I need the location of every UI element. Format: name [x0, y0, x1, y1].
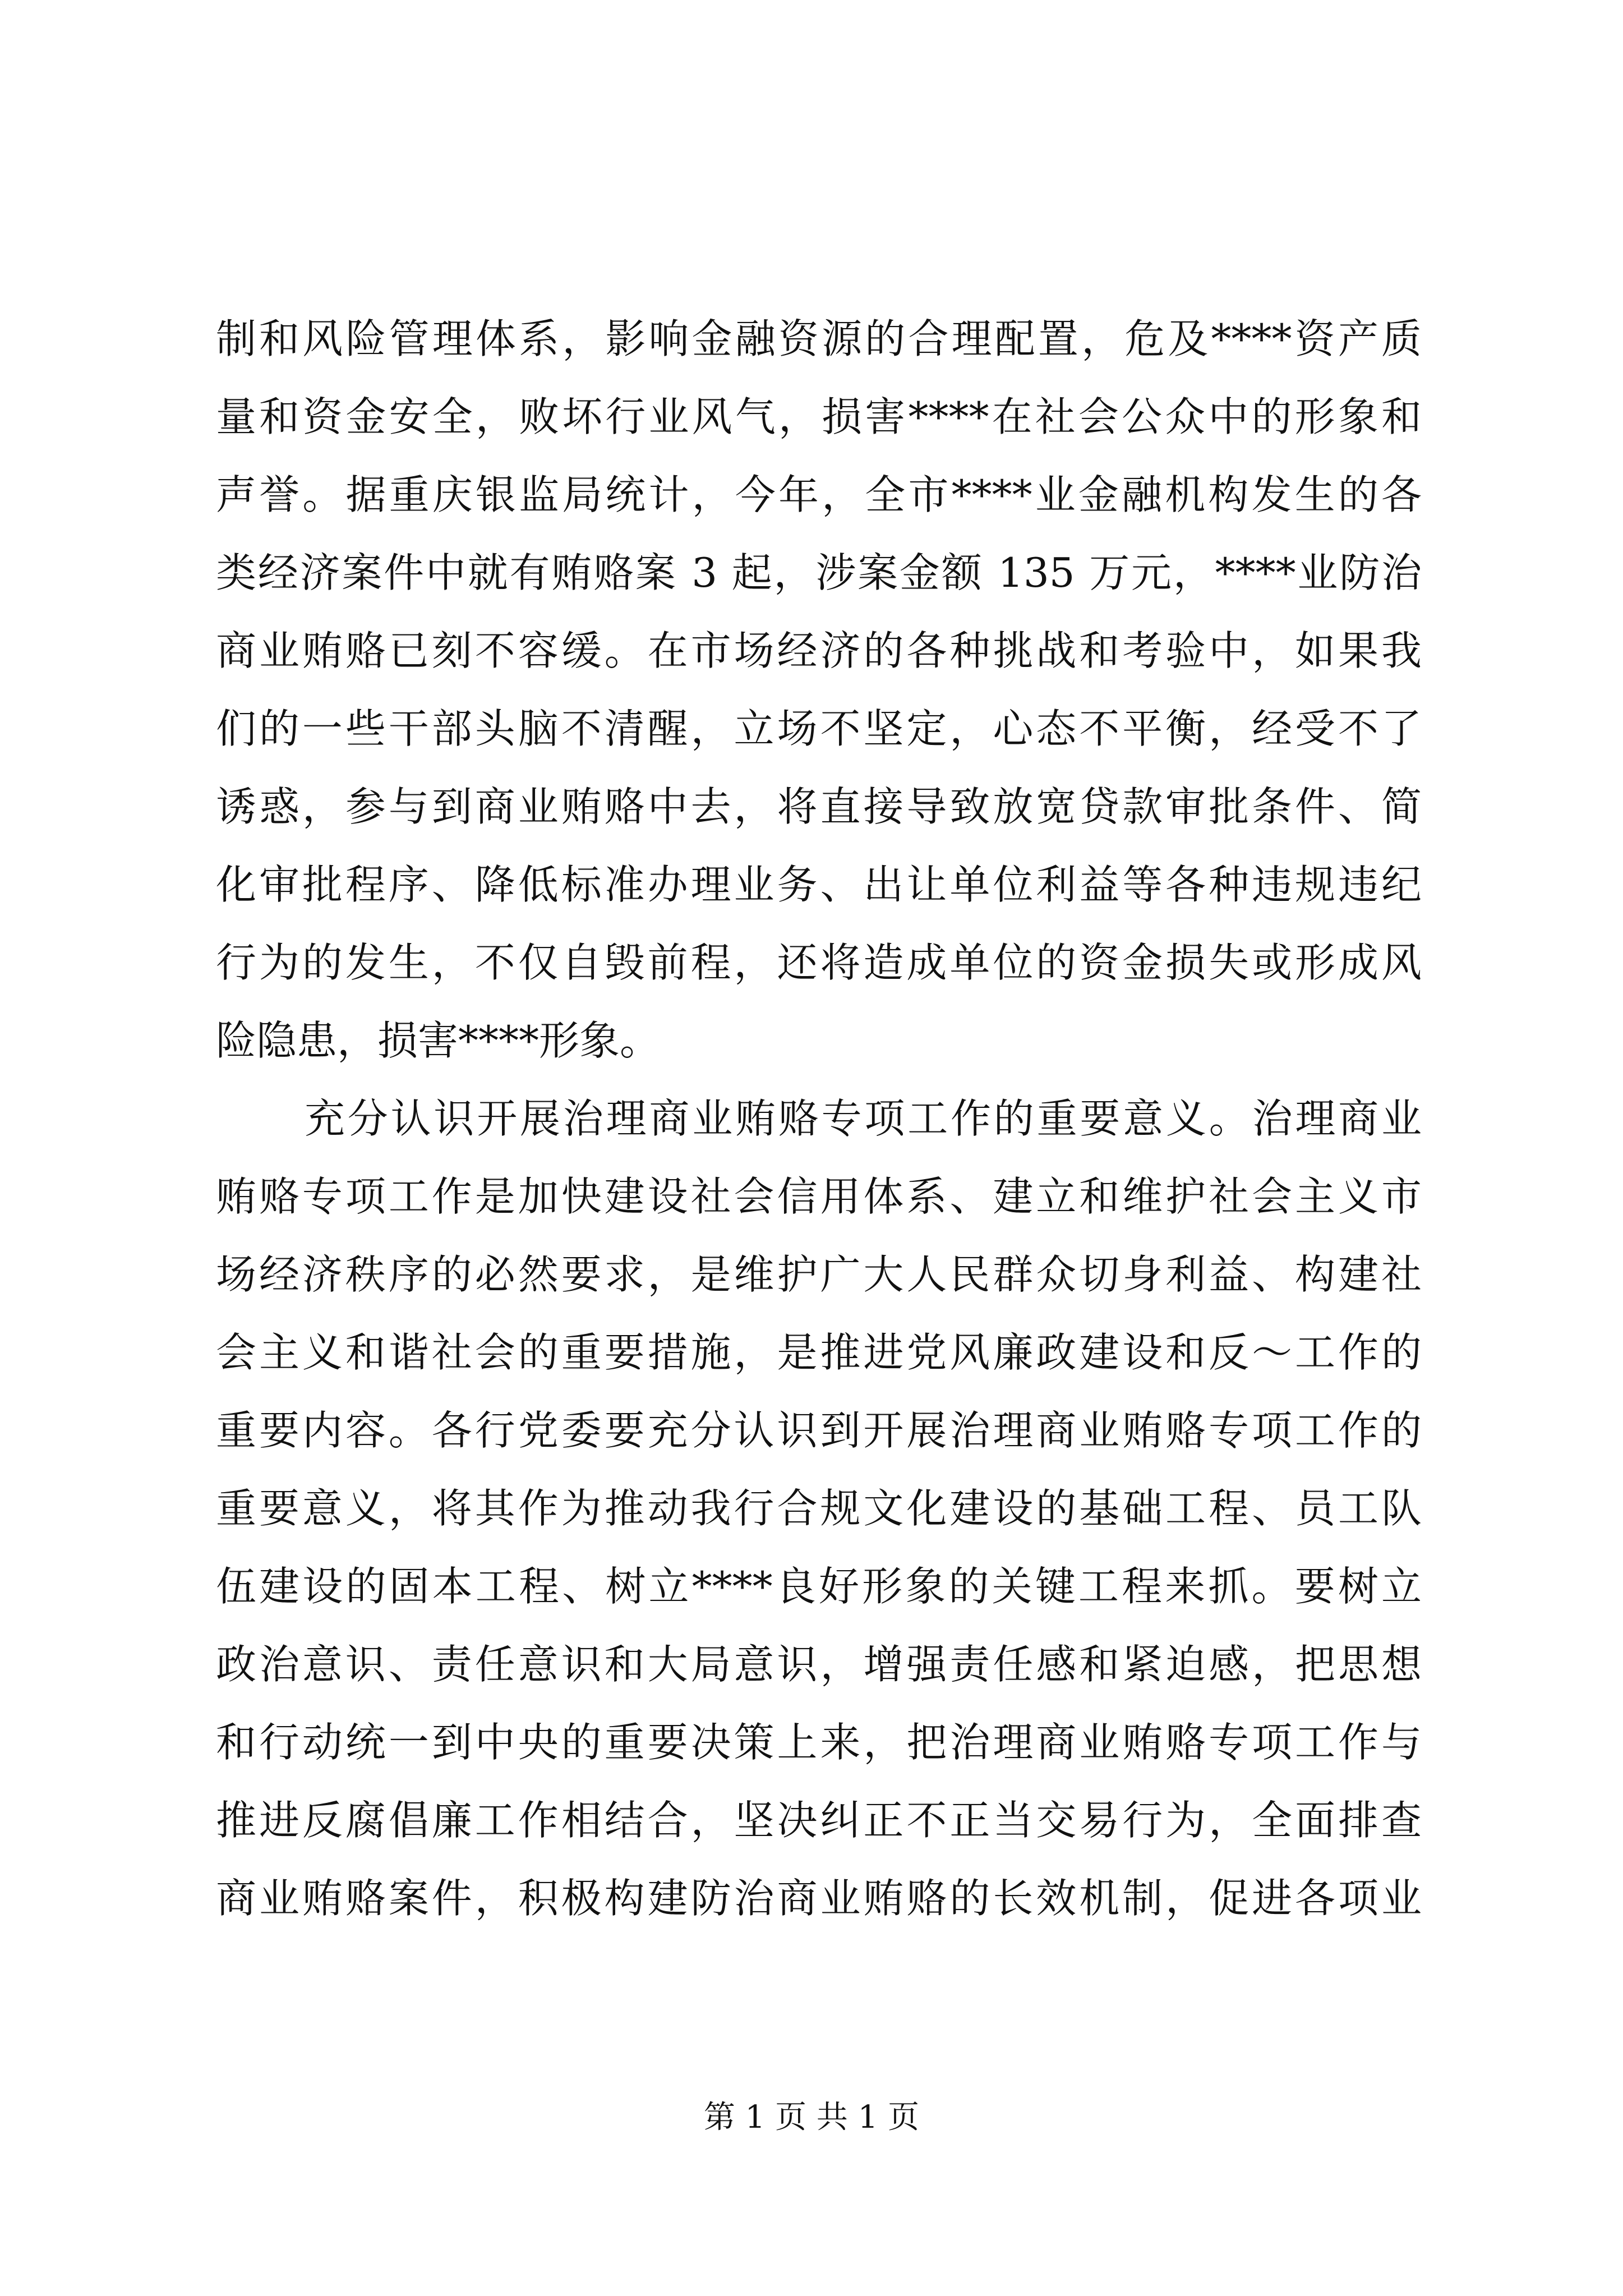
paragraph-line: 量和资金安全，败坏行业风气，损害****在社会公众中的形象和	[216, 393, 1422, 440]
document-body	[216, 300, 1422, 1938]
paragraph-line: 行为的发生，不仅自毁前程，还将造成单位的资金损失或形成风	[216, 939, 1422, 986]
paragraph-line: 和行动统一到中央的重要决策上来，把治理商业贿赂专项工作与	[216, 1719, 1422, 1766]
paragraph-line: 制和风险管理体系，影响金融资源的合理配置，危及****资产质	[216, 315, 1422, 362]
paragraph-1	[216, 300, 1422, 1080]
paragraph-line: 诱惑，参与到商业贿赂中去，将直接导致放宽贷款审批条件、简	[216, 783, 1422, 830]
paragraph-line: 们的一些干部头脑不清醒，立场不坚定，心态不平衡，经受不了	[216, 705, 1422, 752]
paragraph-line: 商业贿赂案件，积极构建防治商业贿赂的长效机制，促进各项业	[216, 1875, 1422, 1922]
paragraph-2	[216, 1080, 1422, 1938]
paragraph-line: 政治意识、责任意识和大局意识，增强责任感和紧迫感，把思想	[216, 1641, 1422, 1688]
page-number-footer: 第 1 页 共 1 页	[703, 2099, 920, 2136]
paragraph-line: 推进反腐倡廉工作相结合，坚决纠正不正当交易行为，全面排查	[216, 1797, 1422, 1844]
paragraph-line: 贿赂专项工作是加快建设社会信用体系、建立和维护社会主义市	[216, 1173, 1422, 1220]
paragraph-line: 场经济秩序的必然要求，是维护广大人民群众切身利益、构建社	[216, 1251, 1422, 1298]
paragraph-line: 重要意义，将其作为推动我行合规文化建设的基础工程、员工队	[216, 1485, 1422, 1532]
paragraph-line: 声誉。据重庆银监局统计，今年，全市****业金融机构发生的各	[216, 471, 1422, 518]
paragraph-line: 商业贿赂已刻不容缓。在市场经济的各种挑战和考验中，如果我	[216, 627, 1422, 674]
paragraph-line: 化审批程序、降低标准办理业务、出让单位利益等各种违规违纪	[216, 861, 1422, 908]
paragraph-line: 会主义和谐社会的重要措施，是推进党风廉政建设和反～工作的	[216, 1329, 1422, 1376]
paragraph-line: 伍建设的固本工程、树立****良好形象的关键工程来抓。要树立	[216, 1563, 1422, 1610]
paragraph-line: 重要内容。各行党委要充分认识到开展治理商业贿赂专项工作的	[216, 1407, 1422, 1454]
paragraph-line: 充分认识开展治理商业贿赂专项工作的重要意义。治理商业	[305, 1095, 1422, 1142]
paragraph-line: 险隐患，损害****形象。	[216, 1017, 661, 1064]
paragraph-line: 类经济案件中就有贿赂案 3 起，涉案金额 135 万元，****业防治	[216, 549, 1422, 596]
